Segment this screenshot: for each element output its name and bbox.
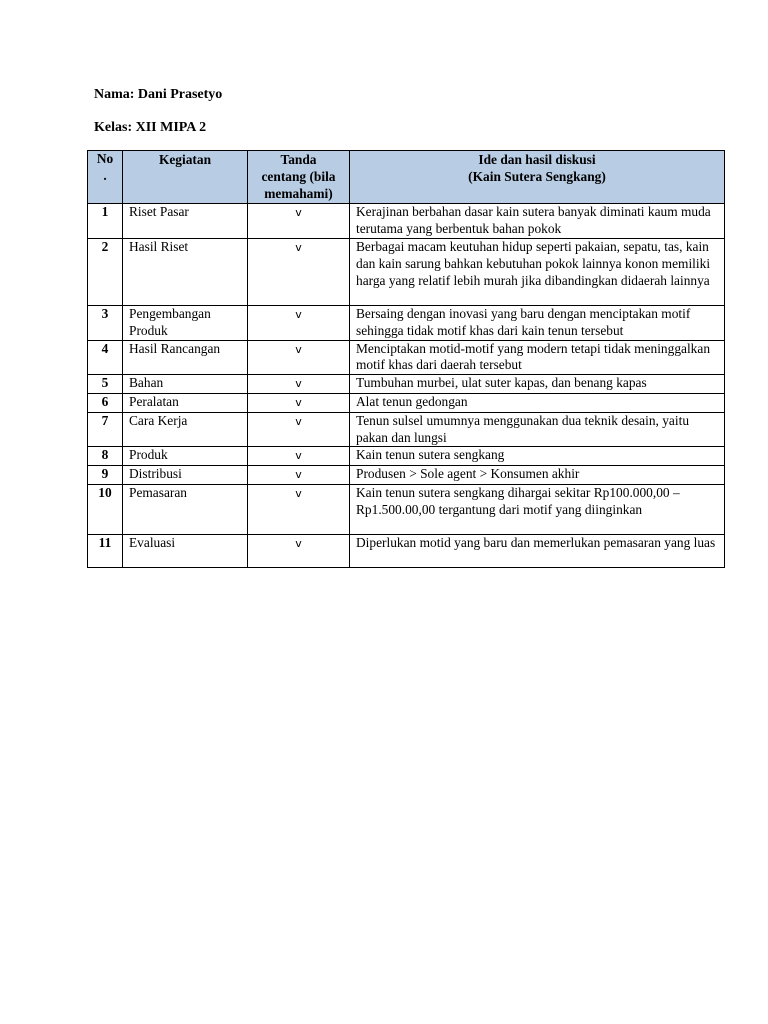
check-mark-icon: v bbox=[295, 206, 302, 220]
row-check-mark bbox=[248, 534, 350, 567]
row-number: 8 bbox=[88, 447, 123, 466]
check-mark-icon: v bbox=[295, 342, 302, 356]
row-check-mark bbox=[248, 466, 350, 485]
table-header-row bbox=[88, 151, 725, 204]
row-number: 5 bbox=[88, 375, 123, 394]
check-mark-icon: v bbox=[295, 377, 302, 391]
row-number: 2 bbox=[88, 238, 123, 305]
column-header-kegiatan: Kegiatan bbox=[123, 151, 248, 204]
table-row bbox=[88, 484, 725, 534]
table-row bbox=[88, 305, 725, 340]
row-number: 6 bbox=[88, 393, 123, 412]
row-ide: Bersaing dengan inovasi yang baru dengan menciptakan motif sehingga tidak motif khas dari kain tenun tersebut bbox=[350, 305, 725, 340]
row-number: 9 bbox=[88, 466, 123, 485]
row-kegiatan: Cara Kerja bbox=[123, 412, 248, 447]
row-ide: Tumbuhan murbei, ulat suter kapas, dan benang kapas bbox=[350, 375, 725, 394]
row-check-mark bbox=[248, 447, 350, 466]
row-ide: Produsen > Sole agent > Konsumen akhir bbox=[350, 466, 725, 485]
discussion-table bbox=[87, 150, 725, 568]
row-kegiatan: Riset Pasar bbox=[123, 204, 248, 239]
row-number: 4 bbox=[88, 340, 123, 375]
row-number: 3 bbox=[88, 305, 123, 340]
check-mark-icon: v bbox=[295, 468, 302, 482]
row-kegiatan: Pengembangan Produk bbox=[123, 305, 248, 340]
table-row bbox=[88, 340, 725, 375]
table-body bbox=[88, 204, 725, 568]
table-row bbox=[88, 375, 725, 394]
row-check-mark bbox=[248, 393, 350, 412]
table-row bbox=[88, 466, 725, 485]
row-check-mark bbox=[248, 412, 350, 447]
row-ide: Kerajinan berbahan dasar kain sutera banyak diminati kaum muda terutama yang berbentuk bahan pokok bbox=[350, 204, 725, 239]
row-kegiatan: Hasil Riset bbox=[123, 238, 248, 305]
check-mark-icon: v bbox=[295, 395, 302, 409]
student-class: Kelas: XII MIPA 2 bbox=[94, 120, 207, 135]
row-check-mark bbox=[248, 375, 350, 394]
row-check-mark bbox=[248, 238, 350, 305]
check-mark-icon: v bbox=[295, 486, 302, 500]
column-header-ide: Ide dan hasil diskusi (Kain Sutera Sengkang) bbox=[350, 151, 725, 204]
row-ide: Menciptakan motid-motif yang modern tetapi tidak meninggalkan motif khas dari daerah tersebut bbox=[350, 340, 725, 375]
check-mark-icon: v bbox=[295, 307, 302, 321]
row-number: 1 bbox=[88, 204, 123, 239]
row-kegiatan: Hasil Rancangan bbox=[123, 340, 248, 375]
table-row bbox=[88, 204, 725, 239]
check-mark-icon: v bbox=[295, 240, 302, 254]
table-row bbox=[88, 238, 725, 305]
row-kegiatan: Bahan bbox=[123, 375, 248, 394]
check-mark-icon: v bbox=[295, 414, 302, 428]
row-ide: Berbagai macam keutuhan hidup seperti pakaian, sepatu, tas, kain dan kain sarung bahkan kebutuhan pokok lainnya konon memiliki harga yang relatif lebih murah jika dibandingkan didaerah lainnya bbox=[350, 238, 725, 305]
check-mark-icon: v bbox=[295, 449, 302, 463]
column-header-no: No . bbox=[88, 151, 123, 204]
row-kegiatan: Pemasaran bbox=[123, 484, 248, 534]
row-number: 10 bbox=[88, 484, 123, 534]
row-number: 7 bbox=[88, 412, 123, 447]
row-check-mark bbox=[248, 484, 350, 534]
row-check-mark bbox=[248, 305, 350, 340]
row-ide: Kain tenun sutera sengkang dihargai sekitar Rp100.000,00 – Rp1.500.00,00 tergantung dari motif yang diinginkan bbox=[350, 484, 725, 534]
row-check-mark bbox=[248, 204, 350, 239]
check-mark-icon: v bbox=[295, 536, 302, 550]
column-header-tanda: Tanda centang (bila memahami) bbox=[248, 151, 350, 204]
table-row bbox=[88, 393, 725, 412]
row-ide: Diperlukan motid yang baru dan memerlukan pemasaran yang luas bbox=[350, 534, 725, 567]
row-ide: Tenun sulsel umumnya menggunakan dua teknik desain, yaitu pakan dan lungsi bbox=[350, 412, 725, 447]
table-row bbox=[88, 412, 725, 447]
row-kegiatan: Evaluasi bbox=[123, 534, 248, 567]
row-kegiatan: Produk bbox=[123, 447, 248, 466]
row-check-mark bbox=[248, 340, 350, 375]
row-kegiatan: Peralatan bbox=[123, 393, 248, 412]
row-number: 11 bbox=[88, 534, 123, 567]
student-name: Nama: Dani Prasetyo bbox=[94, 87, 223, 102]
row-ide: Alat tenun gedongan bbox=[350, 393, 725, 412]
table-row bbox=[88, 447, 725, 466]
row-kegiatan: Distribusi bbox=[123, 466, 248, 485]
table-row bbox=[88, 534, 725, 567]
row-ide: Kain tenun sutera sengkang bbox=[350, 447, 725, 466]
